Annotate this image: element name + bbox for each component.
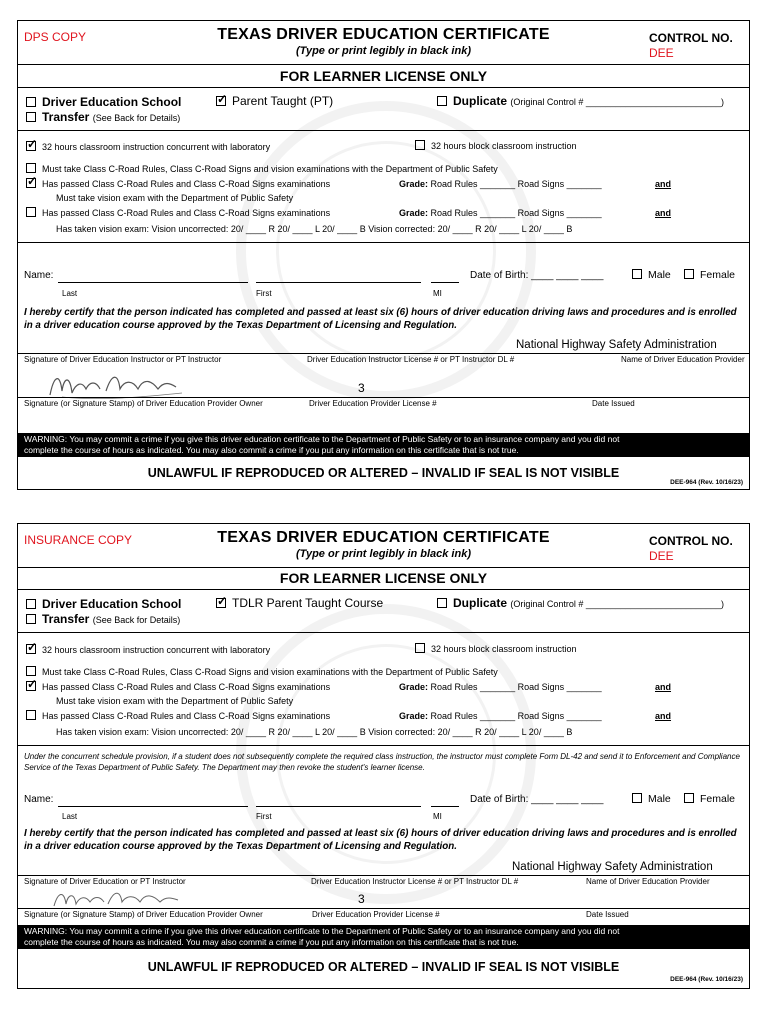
divider	[18, 875, 749, 876]
checkbox-icon[interactable]	[26, 710, 36, 720]
name-first-field[interactable]	[256, 806, 421, 807]
divider	[18, 632, 749, 633]
grade-line-1: Grade: Road Rules _______ Road Signs _______	[399, 179, 602, 189]
warning-line-2: complete the course of hours as indicated. You may also commit a crime if you put any information on this certificate that is not true.	[24, 937, 519, 947]
transfer-option[interactable]: Transfer (See Back for Details)	[26, 110, 180, 124]
learner-license-banner: FOR LEARNER LICENSE ONLY	[279, 68, 488, 84]
date-issued-label: Date Issued	[592, 399, 635, 408]
transfer-option[interactable]: Transfer (See Back for Details)	[26, 612, 180, 626]
certificate-dps-copy	[17, 20, 750, 490]
unlawful-notice: UNLAWFUL IF REPRODUCED OR ALTERED – INVALID IF SEAL IS NOT VISIBLE	[147, 960, 620, 974]
provider-license-value: 3	[358, 892, 365, 906]
male-option[interactable]: Male	[632, 793, 671, 805]
first-label: First	[256, 289, 272, 298]
name-last-field[interactable]	[58, 282, 248, 283]
control-number-value: DEE	[649, 549, 674, 563]
grade-line-2: Grade: Road Rules _______ Road Signs _______	[399, 711, 602, 721]
divider	[18, 745, 749, 746]
and-label: and	[655, 682, 672, 692]
name-label: Name:	[24, 794, 54, 805]
grade-line-1: Grade: Road Rules _______ Road Signs _______	[399, 682, 602, 692]
instructor-signature-label: Signature of Driver Education or PT Instructor	[24, 877, 186, 886]
owner-signature-label: Signature (or Signature Stamp) of Driver Education Provider Owner	[24, 399, 263, 408]
warning-notice	[18, 925, 749, 949]
vision-line: Has taken vision exam: Vision uncorrected: 20/ ____ R 20/ ____ L 20/ ____ B Vision corrected: 20/ ____ R 20/ ____ L 20/ ____ B	[56, 224, 573, 234]
owner-signature-label: Signature (or Signature Stamp) of Driver Education Provider Owner	[24, 910, 263, 919]
name-first-field[interactable]	[256, 282, 421, 283]
checkbox-icon[interactable]	[26, 614, 36, 624]
copy-label: INSURANCE COPY	[24, 533, 133, 547]
must-take-option[interactable]: Must take Class C-Road Rules, Class C-Road Signs and vision examinations with the Department of Public Safety	[26, 163, 498, 174]
checkbox-icon[interactable]	[415, 140, 425, 150]
checkbox-icon[interactable]	[26, 666, 36, 676]
parent-taught-option[interactable]: ✓ Parent Taught (PT)	[216, 94, 333, 108]
parent-taught-option[interactable]: ✓ TDLR Parent Taught Course	[216, 596, 383, 610]
divider	[18, 64, 749, 65]
divider	[18, 87, 749, 88]
must-take-vision: Must take vision exam with the Department of Public Safety	[56, 193, 294, 203]
checkbox-icon[interactable]	[26, 97, 36, 107]
divider	[18, 908, 749, 909]
name-label: Name:	[24, 270, 54, 281]
learner-license-banner: FOR LEARNER LICENSE ONLY	[279, 570, 488, 586]
provider-license-value: 3	[358, 381, 365, 395]
and-label: and	[655, 179, 672, 189]
provider-name-label: Name of Driver Education Provider	[586, 877, 710, 886]
checked-checkbox-icon[interactable]	[216, 96, 226, 106]
provider-name-label: Name of Driver Education Provider	[621, 355, 745, 364]
warning-line-1: WARNING: You may commit a crime if you give this driver education certificate to the Department of Public Safety or to an insurance company and you did not	[24, 926, 620, 936]
has-passed-option-1[interactable]: ✓Has passed Class C-Road Rules and Class C-Road Signs examinations	[26, 681, 330, 692]
checkbox-icon[interactable]	[26, 207, 36, 217]
and-label: and	[655, 208, 672, 218]
checkbox-icon[interactable]	[26, 599, 36, 609]
mi-label: MI	[433, 289, 442, 298]
name-last-field[interactable]	[58, 806, 248, 807]
certificate-title: TEXAS DRIVER EDUCATION CERTIFICATE	[217, 26, 550, 43]
checkbox-icon[interactable]	[632, 793, 642, 803]
female-option[interactable]: Female	[684, 793, 735, 805]
form-number: DEE-964 (Rev. 10/16/23)	[670, 976, 743, 983]
vision-line: Has taken vision exam: Vision uncorrected: 20/ ____ R 20/ ____ L 20/ ____ B Vision corrected: 20/ ____ R 20/ ____ L 20/ ____ B	[56, 727, 573, 737]
hours-block-option[interactable]: 32 hours block classroom instruction	[415, 643, 577, 654]
date-issued-label: Date Issued	[586, 910, 629, 919]
driver-ed-school-option[interactable]: Driver Education School	[26, 597, 181, 611]
date-of-birth-label: Date of Birth: ____ ____ ____	[470, 794, 604, 805]
last-label: Last	[62, 289, 78, 298]
certificate-subtitle: (Type or print legibly in black ink)	[295, 548, 471, 560]
warning-notice	[18, 433, 749, 457]
date-of-birth-label: Date of Birth: ____ ____ ____	[470, 270, 604, 281]
divider	[18, 567, 749, 568]
concurrent-schedule-note: Under the concurrent schedule provision, if a student does not subsequently complete the required class instruction, the instructor must complete Form DL-42 and send it to Enforcement and Compliance Service of the Texas Department of Public Safety. The Department may then revoke the student's learner license.	[24, 752, 740, 772]
grade-line-2: Grade: Road Rules _______ Road Signs _______	[399, 208, 602, 218]
instructor-license-label: Driver Education Instructor License # or PT Instructor DL #	[311, 877, 519, 886]
hours-concurrent-option[interactable]: ✓32 hours classroom instruction concurrent with laboratory	[26, 141, 270, 152]
has-passed-option-1[interactable]: ✓Has passed Class C-Road Rules and Class C-Road Signs examinations	[26, 178, 330, 189]
checkbox-icon[interactable]	[632, 269, 642, 279]
hours-concurrent-option[interactable]: ✓32 hours classroom instruction concurrent with laboratory	[26, 644, 270, 655]
control-number-label: CONTROL NO.	[649, 31, 733, 45]
divider	[18, 353, 749, 354]
checked-checkbox-icon[interactable]	[26, 681, 36, 691]
checkbox-icon[interactable]	[684, 793, 694, 803]
divider	[18, 130, 749, 131]
female-option[interactable]: Female	[684, 269, 735, 281]
copy-label: DPS COPY	[24, 30, 87, 44]
form-number: DEE-964 (Rev. 10/16/23)	[670, 479, 743, 486]
checkbox-icon[interactable]	[437, 598, 447, 608]
has-passed-option-2[interactable]: Has passed Class C-Road Rules and Class C-Road Signs examinations	[26, 710, 330, 721]
duplicate-option[interactable]: Duplicate (Original Control # ___________________________)	[437, 94, 724, 108]
certification-statement: I hereby certify that the person indicated has completed and passed at least six (6) hours of driver education driving laws and procedures and is enrolled in a driver education course approved by the Texas Department of Licensing and Regulation.	[24, 828, 737, 852]
checkbox-icon[interactable]	[437, 96, 447, 106]
last-label: Last	[62, 812, 78, 821]
and-label: and	[655, 711, 672, 721]
warning-line-2: complete the course of hours as indicated. You may also commit a crime if you put any information on this certificate that is not true.	[24, 445, 519, 455]
name-mi-field[interactable]	[431, 806, 459, 807]
certification-statement: I hereby certify that the person indicated has completed and passed at least six (6) hours of driver education driving laws and procedures and is enrolled in a driver education course approved by the Texas Department of Licensing and Regulation.	[24, 307, 737, 331]
mi-label: MI	[433, 812, 442, 821]
provider-license-label: Driver Education Provider License #	[309, 399, 437, 408]
checkbox-icon[interactable]	[26, 163, 36, 173]
provider-name-value: National Highway Safety Administration	[512, 861, 713, 873]
hours-block-option[interactable]: 32 hours block classroom instruction	[415, 140, 577, 151]
provider-license-label: Driver Education Provider License #	[312, 910, 440, 919]
control-number-label: CONTROL NO.	[649, 534, 733, 548]
unlawful-notice: UNLAWFUL IF REPRODUCED OR ALTERED – INVALID IF SEAL IS NOT VISIBLE	[147, 466, 620, 480]
has-passed-option-2[interactable]: Has passed Class C-Road Rules and Class C-Road Signs examinations	[26, 207, 330, 218]
control-number-value: DEE	[649, 46, 674, 60]
name-mi-field[interactable]	[431, 282, 459, 283]
checkbox-icon[interactable]	[684, 269, 694, 279]
must-take-option[interactable]: Must take Class C-Road Rules, Class C-Road Signs and vision examinations with the Department of Public Safety	[26, 666, 498, 677]
instructor-license-label: Driver Education Instructor License # or PT Instructor DL #	[307, 355, 515, 364]
must-take-vision: Must take vision exam with the Department of Public Safety	[56, 696, 294, 706]
instructor-signature-label: Signature of Driver Education Instructor or PT Instructor	[24, 355, 222, 364]
checked-checkbox-icon[interactable]	[26, 141, 36, 151]
warning-line-1: WARNING: You may commit a crime if you give this driver education certificate to the Department of Public Safety or to an insurance company and you did not	[24, 434, 620, 444]
provider-name-value: National Highway Safety Administration	[516, 339, 717, 351]
certificate-title: TEXAS DRIVER EDUCATION CERTIFICATE	[217, 529, 550, 546]
driver-ed-school-option[interactable]: Driver Education School	[26, 95, 181, 109]
divider	[18, 242, 749, 243]
male-option[interactable]: Male	[632, 269, 671, 281]
checkbox-icon[interactable]	[26, 112, 36, 122]
checked-checkbox-icon[interactable]	[26, 644, 36, 654]
checked-checkbox-icon[interactable]	[216, 598, 226, 608]
first-label: First	[256, 812, 272, 821]
divider	[18, 397, 749, 398]
checkbox-icon[interactable]	[415, 643, 425, 653]
certificate-insurance-copy	[17, 523, 750, 989]
divider	[18, 589, 749, 590]
certificate-subtitle: (Type or print legibly in black ink)	[295, 45, 471, 57]
duplicate-option[interactable]: Duplicate (Original Control # ___________________________)	[437, 596, 724, 610]
checked-checkbox-icon[interactable]	[26, 178, 36, 188]
